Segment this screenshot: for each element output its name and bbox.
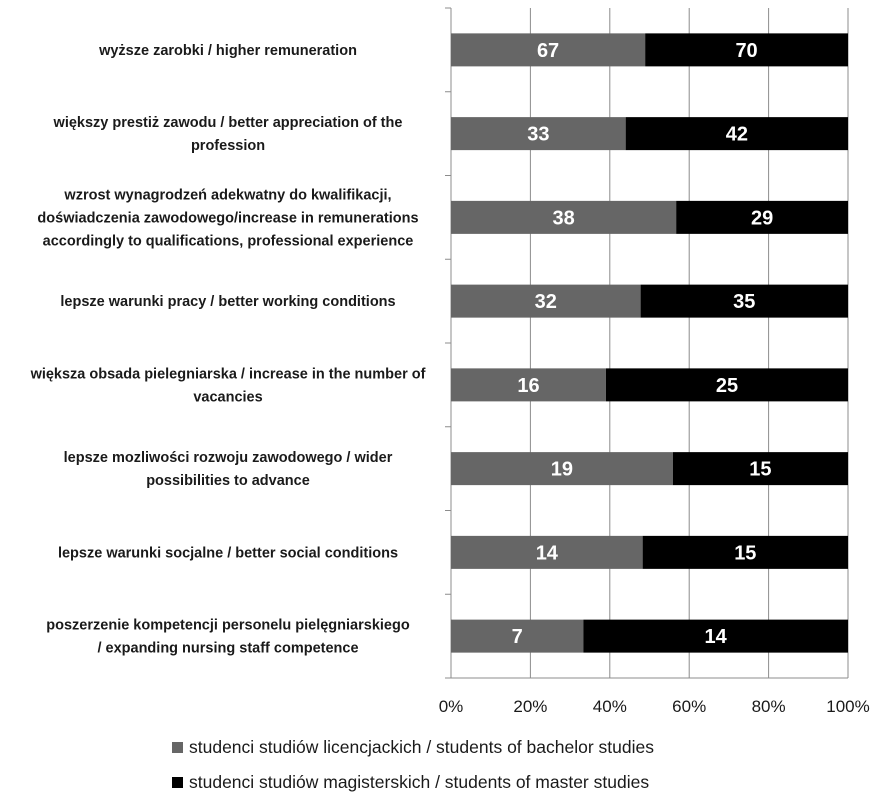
data-label: 19 — [550, 458, 574, 481]
data-label: 42 — [725, 123, 748, 146]
category-label: wzrost wynagrodzeń adekwatny do kwalifikacji, doświadczenia zawodowego/increase in remunerations accordingly to qualifications, professional experience — [37, 187, 419, 250]
data-label: 14 — [704, 626, 727, 649]
x-tick-label: 20% — [513, 697, 548, 716]
x-tick-label: 0% — [438, 697, 464, 716]
category-labels — [30, 43, 426, 657]
data-label: 32 — [534, 291, 557, 314]
legend-swatch-bachelor — [172, 742, 183, 753]
legend-item-master — [172, 772, 649, 793]
data-label: 70 — [735, 39, 758, 62]
bars — [451, 33, 848, 652]
grid — [451, 8, 848, 678]
legend-label-bachelor: studenci studiów licencjackich / students of bachelor studies — [189, 737, 654, 757]
category-label: większa obsada pielegniarska / increase in the number of vacancies — [30, 366, 426, 406]
category-label: lepsze warunki socjalne / better social conditions — [57, 545, 399, 562]
legend-item-bachelor — [172, 737, 654, 758]
category-label: lepsze mozliwości rozwoju zawodowego / wider possibilities to advance — [63, 450, 393, 490]
data-label: 15 — [749, 458, 772, 481]
legend-label-master: studenci studiów magisterskich / students of master studies — [189, 772, 650, 792]
x-tick-label: 60% — [672, 697, 707, 716]
x-tick-label: 100% — [826, 697, 870, 716]
data-label: 15 — [734, 542, 757, 565]
legend-swatch-master — [172, 777, 183, 788]
data-label: 16 — [517, 374, 540, 397]
category-label: lepsze warunki pracy / better working conditions — [60, 294, 396, 311]
data-label: 14 — [535, 542, 558, 565]
data-label: 67 — [536, 39, 560, 62]
data-label: 35 — [733, 291, 756, 314]
data-label: 29 — [750, 207, 774, 230]
data-label: 33 — [527, 123, 550, 146]
category-label: poszerzenie kompetencji personelu pielęgniarskiego / expanding nursing staff competence — [46, 617, 410, 657]
category-label: wyższe zarobki / higher remuneration — [99, 42, 357, 59]
data-label: 25 — [715, 374, 739, 397]
x-tick-label: 40% — [592, 697, 627, 716]
data-label: 38 — [552, 207, 575, 230]
category-label: większy prestiż zawodu / better appreciation of the profession — [53, 115, 403, 155]
x-axis — [439, 8, 870, 716]
x-tick-label: 80% — [751, 697, 786, 716]
data-label: 7 — [511, 626, 523, 649]
